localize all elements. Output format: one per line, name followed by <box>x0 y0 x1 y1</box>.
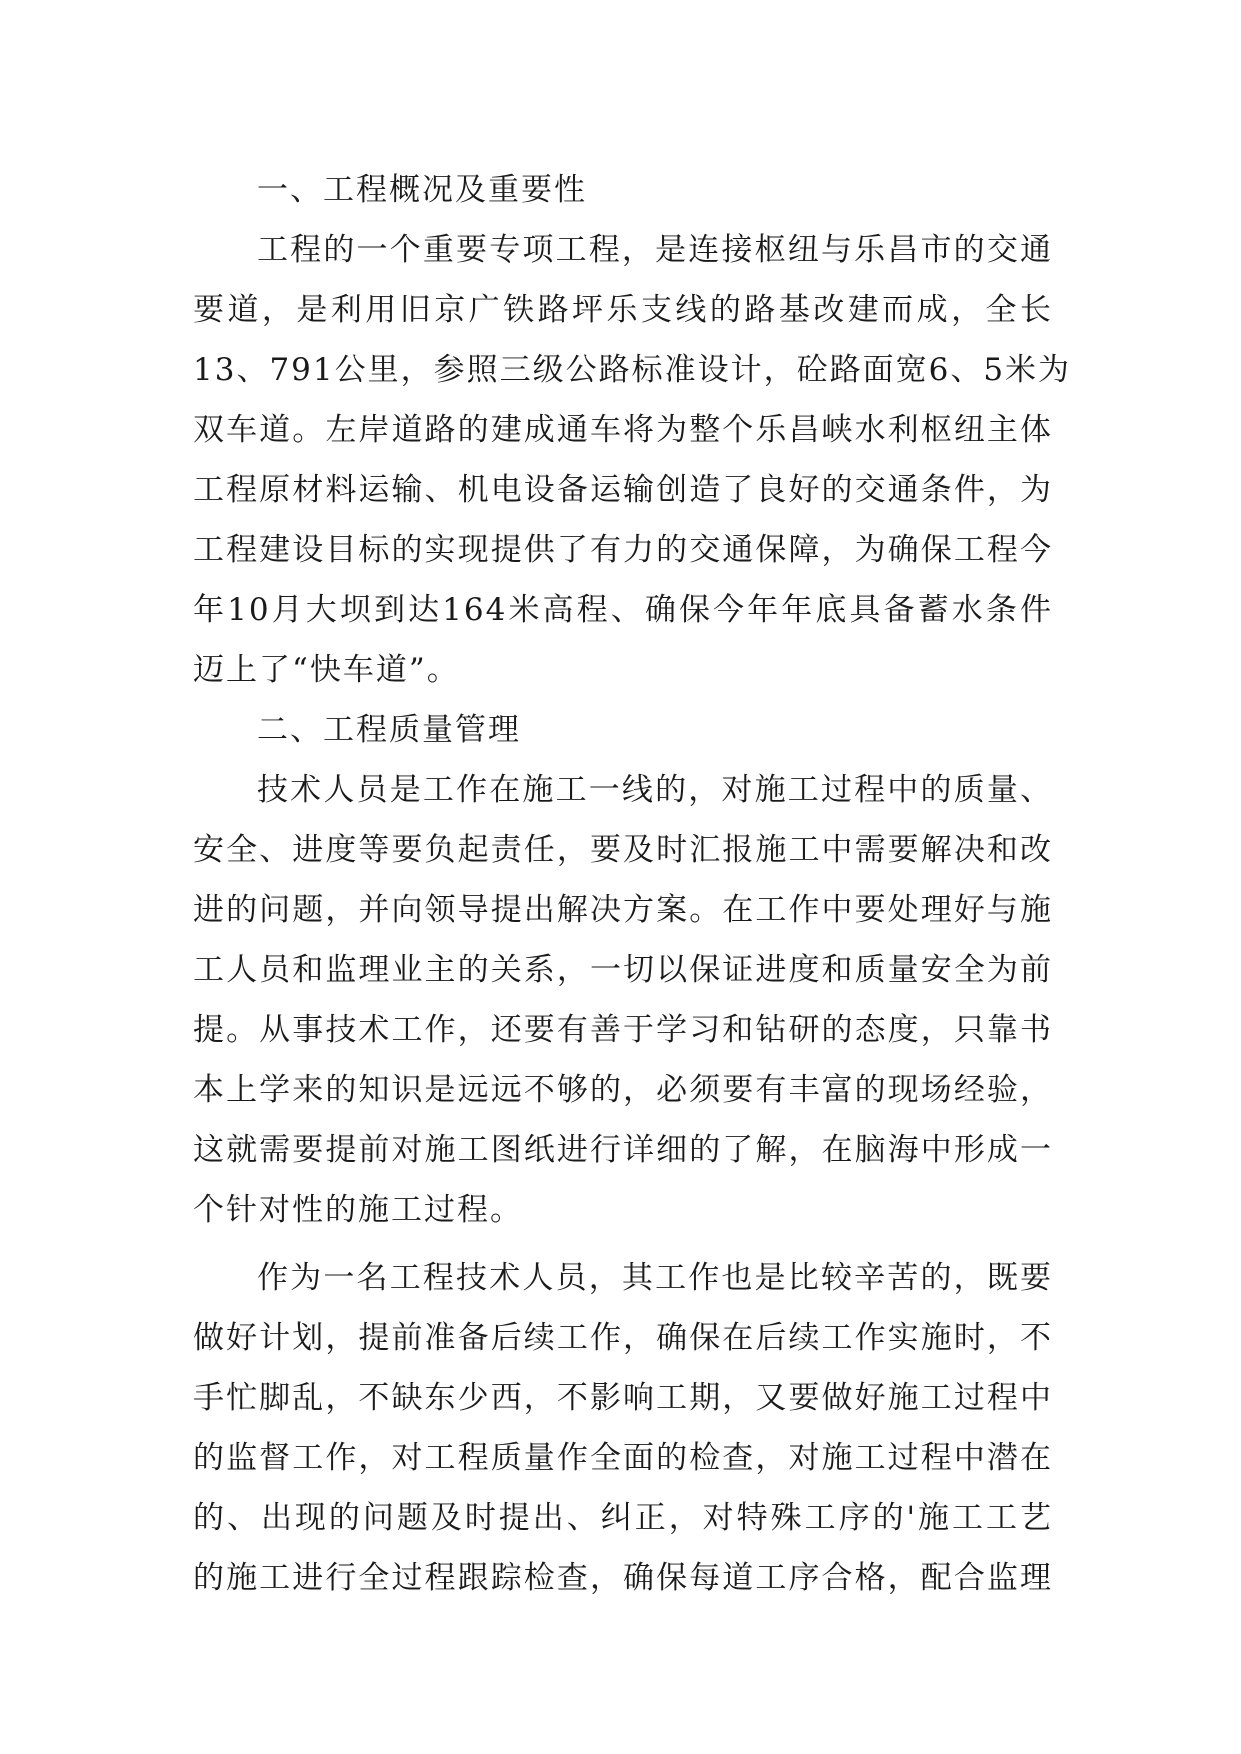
paragraph-line: 这就需要提前对施工图纸进行详细的了解，在脑海中形成一 <box>193 1132 1053 1168</box>
paragraph-line: 年10月大坝到达164米高程、确保今年年底具备蓄水条件 <box>193 592 1053 628</box>
paragraph-line: 做好计划，提前准备后续工作，确保在后续工作实施时，不 <box>193 1320 1053 1356</box>
paragraph-technician-duties <box>193 760 1053 1240</box>
paragraph-line: 进的问题，并向领导提出解决方案。在工作中要处理好与施 <box>193 892 1053 928</box>
paragraph-line: 技术人员是工作在施工一线的，对施工过程中的质量、 <box>257 772 1053 808</box>
section-heading-overview: 一、工程概况及重要性 <box>257 172 587 208</box>
paragraph-line: 作为一名工程技术人员，其工作也是比较辛苦的，既要 <box>257 1260 1053 1296</box>
paragraph-line: 安全、进度等要负起责任，要及时汇报施工中需要解决和改 <box>193 832 1053 868</box>
paragraph-line: 工程的一个重要专项工程，是连接枢纽与乐昌市的交通 <box>257 232 1053 268</box>
paragraph-line: 个针对性的施工过程。 <box>193 1192 523 1228</box>
paragraph-line: 工程建设目标的实现提供了有力的交通保障，为确保工程今 <box>193 532 1053 568</box>
paragraph-line: 的施工进行全过程跟踪检查，确保每道工序合格，配合监理 <box>193 1560 1053 1596</box>
paragraph-line: 13、791公里，参照三级公路标准设计，砼路面宽6、5米为 <box>193 352 1072 388</box>
paragraph-spacer <box>193 1240 1053 1248</box>
paragraph-line: 工程原材料运输、机电设备运输创造了良好的交通条件，为 <box>193 472 1053 508</box>
paragraph-line: 要道，是利用旧京广铁路坪乐支线的路基改建而成，全长 <box>193 292 1053 328</box>
paragraph-line: 本上学来的知识是远远不够的，必须要有丰富的现场经验， <box>193 1072 1053 1108</box>
section-heading-quality: 二、工程质量管理 <box>257 712 521 748</box>
paragraph-line: 双车道。左岸道路的建成通车将为整个乐昌峡水利枢纽主体 <box>193 412 1053 448</box>
paragraph-line: 提。从事技术工作，还要有善于学习和钻研的态度，只靠书 <box>193 1012 1053 1048</box>
paragraph-line: 工人员和监理业主的关系，一切以保证进度和质量安全为前 <box>193 952 1053 988</box>
paragraph-line: 的监督工作，对工程质量作全面的检查，对施工过程中潜在 <box>193 1440 1053 1476</box>
paragraph-overview <box>193 220 1072 700</box>
document-body <box>193 160 1072 1608</box>
paragraph-line: 迈上了“快车道”。 <box>193 652 460 688</box>
paragraph-technician-work <box>193 1248 1053 1608</box>
paragraph-line: 手忙脚乱，不缺东少西，不影响工期，又要做好施工过程中 <box>193 1380 1053 1416</box>
paragraph-line: 的、出现的问题及时提出、纠正，对特殊工序的'施工工艺 <box>193 1500 1053 1536</box>
